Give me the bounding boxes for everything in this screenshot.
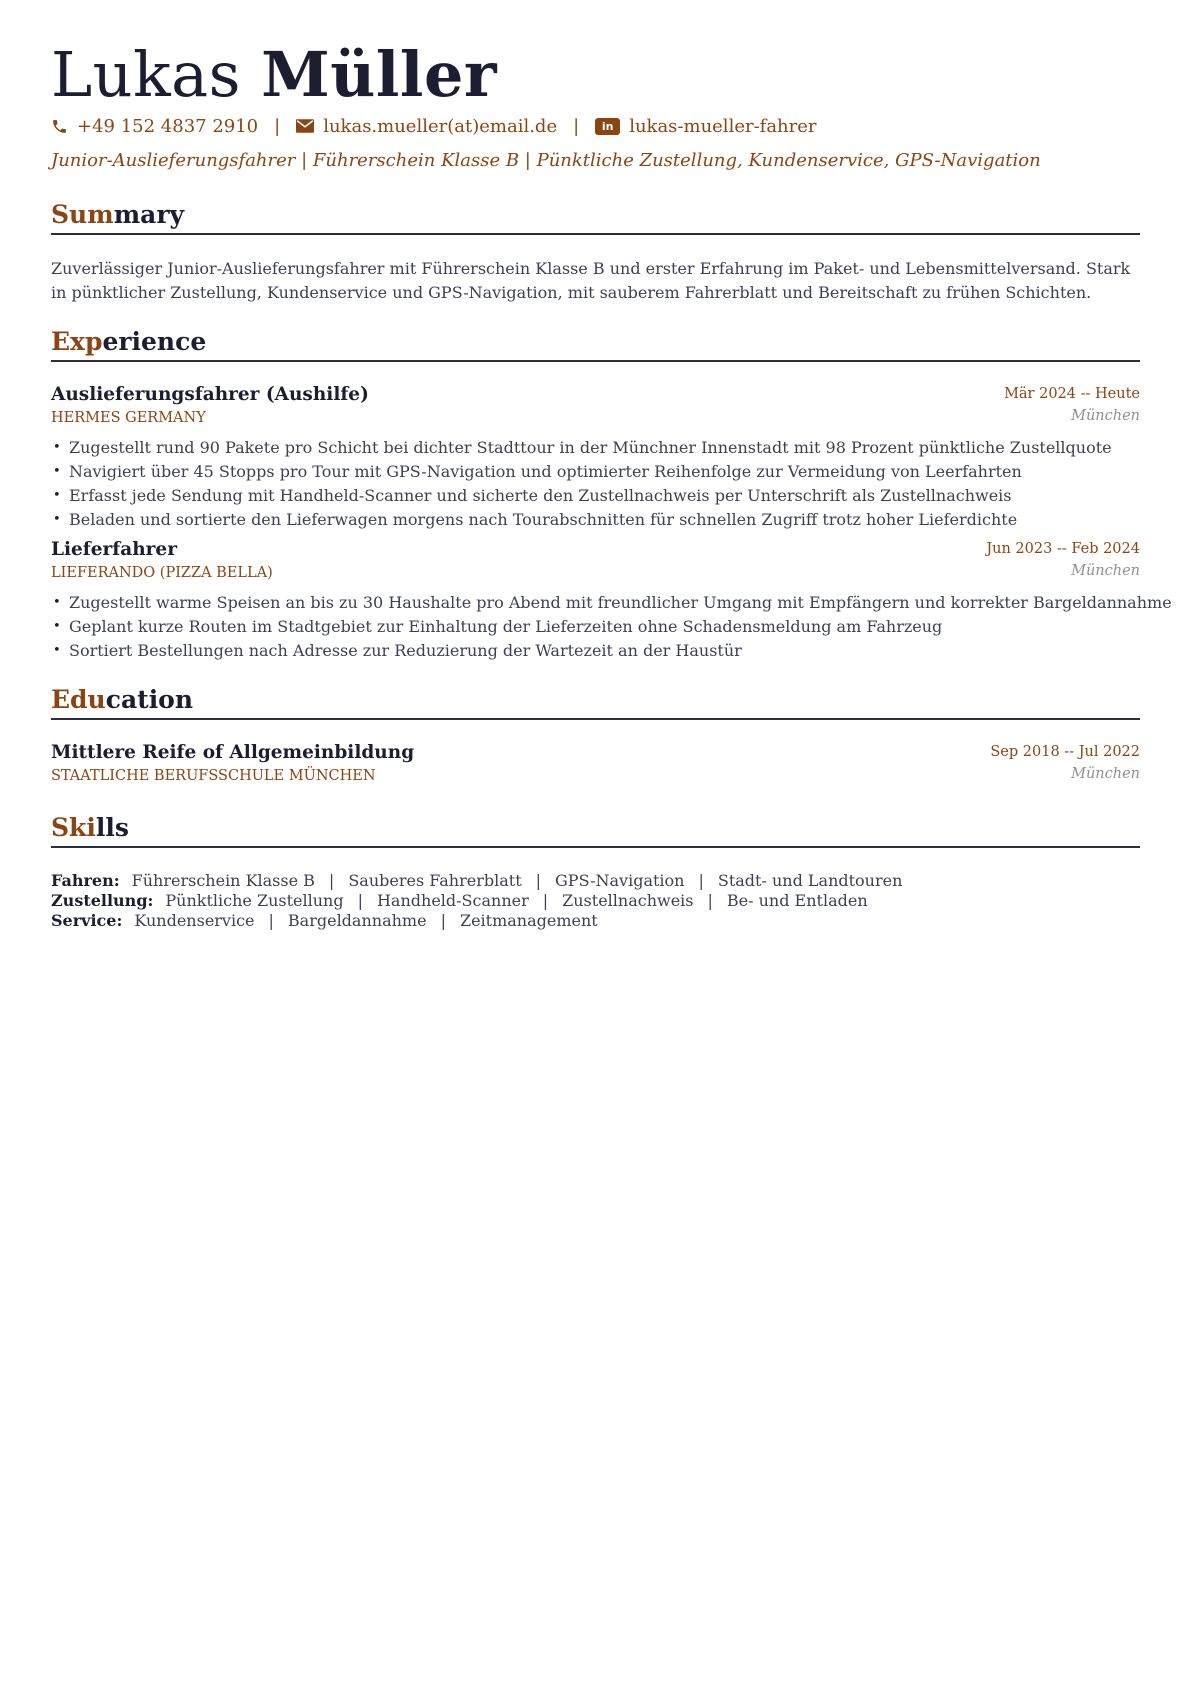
skill-separator: | [328, 871, 335, 890]
skill-separator: | [707, 891, 713, 910]
contact-email[interactable] [296, 116, 557, 137]
job-bullet: • Sortiert Bestellungen nach Adresse zur Reduzierung der Wartezeit an der Haustür [51, 639, 1140, 663]
skill-item: Sauberes Fahrerblatt [348, 871, 522, 890]
job-bullet: • Erfasst jede Sendung mit Handheld-Scanner und sicherte den Zustellnachweis per Unterschrift als Zustellnachweis [51, 484, 1140, 508]
phone-icon [51, 118, 68, 135]
contact-phone[interactable] [51, 116, 258, 137]
contact-separator: | [274, 115, 281, 137]
last-name: Müller [261, 38, 498, 111]
education-location: München [1071, 766, 1140, 782]
skills-list [51, 871, 1140, 931]
skill-separator: | [268, 911, 274, 930]
section-title-skills [51, 811, 1140, 848]
section-title-education [51, 683, 1140, 720]
job-bullets [51, 591, 1172, 663]
job-bullet: • Beladen und sortierte den Lieferwagen morgens nach Tourabschnitten für schnellen Zugriff trotz hoher Lieferdichte [51, 508, 1140, 532]
email-address: lukas.mueller(at)email.de [323, 115, 558, 137]
skill-category: Service: [51, 911, 123, 930]
skill-item: Be- und Entladen [726, 891, 868, 910]
job-location: München [1071, 563, 1140, 579]
skill-category: Fahren: [51, 871, 120, 890]
job-title: Lieferfahrer [51, 539, 177, 560]
candidate-name [51, 36, 497, 114]
skill-row-service [51, 911, 1140, 931]
section-title-rest: cation [105, 685, 194, 714]
skill-item: Kundenservice [134, 911, 255, 930]
job-bullet: • Geplant kurze Routen im Stadtgebiet zur Einhaltung der Lieferzeiten ohne Schadensmeldung am Fahrzeug [51, 615, 1140, 639]
education-date: Sep 2018 -- Jul 2022 [990, 744, 1140, 760]
skill-separator: | [357, 891, 363, 910]
job-bullet: • Zugestellt warme Speisen an bis zu 30 Haushalte pro Abend mit freundlicher Umgang mit Empfängern und korrekter Bargeldannahme [51, 591, 1140, 615]
phone-number: +49 152 4837 2910 [77, 115, 259, 137]
skill-row-fahren [51, 871, 1140, 891]
linkedin-icon: in [595, 118, 620, 135]
skill-separator: | [535, 871, 542, 890]
job-bullet: • Navigiert über 45 Stopps pro Tour mit GPS-Navigation und optimierter Reihenfolge zur Vermeidung von Leerfahrten [51, 460, 1140, 484]
section-title-accent: Exp [51, 327, 103, 356]
contact-linkedin[interactable] [595, 116, 816, 137]
skill-item: Zustellnachweis [562, 891, 694, 910]
skill-separator: | [440, 911, 446, 930]
job-bullets [51, 436, 1140, 532]
section-title-rest: lls [95, 813, 129, 842]
skill-category: Zustellung: [51, 891, 154, 910]
job-company: HERMES GERMANY [51, 410, 206, 426]
section-title-summary [51, 198, 1140, 235]
section-title-experience [51, 325, 1140, 362]
mail-icon [296, 119, 314, 133]
skill-item: Zeitmanagement [459, 911, 598, 930]
section-title-accent: Edu [51, 685, 106, 714]
skill-item: Führerschein Klasse B [131, 871, 315, 890]
skill-separator: | [542, 891, 549, 910]
contact-bar [51, 112, 817, 140]
job-title: Auslieferungsfahrer (Aushilfe) [51, 384, 369, 405]
section-title-rest: erience [102, 327, 207, 356]
job-location: München [1071, 408, 1140, 424]
contact-separator: | [573, 115, 580, 137]
skill-item: Stadt- und Landtouren [717, 871, 903, 890]
skill-separator: | [698, 871, 704, 890]
headline: Junior-Auslieferungsfahrer | Führerschein Klasse B | Pünktliche Zustellung, Kundenservice, GPS-Navigation [51, 150, 1041, 171]
linkedin-handle: lukas-mueller-fahrer [629, 115, 817, 137]
job-bullet: • Zugestellt rund 90 Pakete pro Schicht bei dichter Stadttour in der Münchner Innenstadt mit 98 Prozent pünktliche Zustellquote [51, 436, 1140, 460]
section-title-rest: mary [113, 200, 185, 229]
education-school: STAATLICHE BERUFSSCHULE MÜNCHEN [51, 768, 376, 784]
job-company: LIEFERANDO (PIZZA BELLA) [51, 565, 273, 581]
job-date: Mär 2024 -- Heute [1004, 386, 1140, 402]
job-date: Jun 2023 -- Feb 2024 [986, 541, 1140, 557]
skill-item: Pünktliche Zustellung [165, 891, 344, 910]
skill-item: Handheld-Scanner [376, 891, 529, 910]
skill-item: GPS-Navigation [555, 871, 685, 890]
section-title-accent: Sum [51, 200, 114, 229]
first-name: Lukas [51, 38, 241, 111]
skill-item: Bargeldannahme [287, 911, 427, 930]
skill-row-zustellung [51, 891, 1140, 911]
education-degree: Mittlere Reife of Allgemeinbildung [51, 742, 415, 763]
summary-text: Zuverlässiger Junior-Auslieferungsfahrer mit Führerschein Klasse B und erster Erfahrung im Paket- und Lebensmittelversand. Stark in pünktlicher Zustellung, Kundenservice und GPS-Navigation, mit sauberem Fahrerblatt und Bereitschaft zu frühen Schichten. [51, 259, 1131, 302]
section-title-accent: Ski [51, 813, 96, 842]
